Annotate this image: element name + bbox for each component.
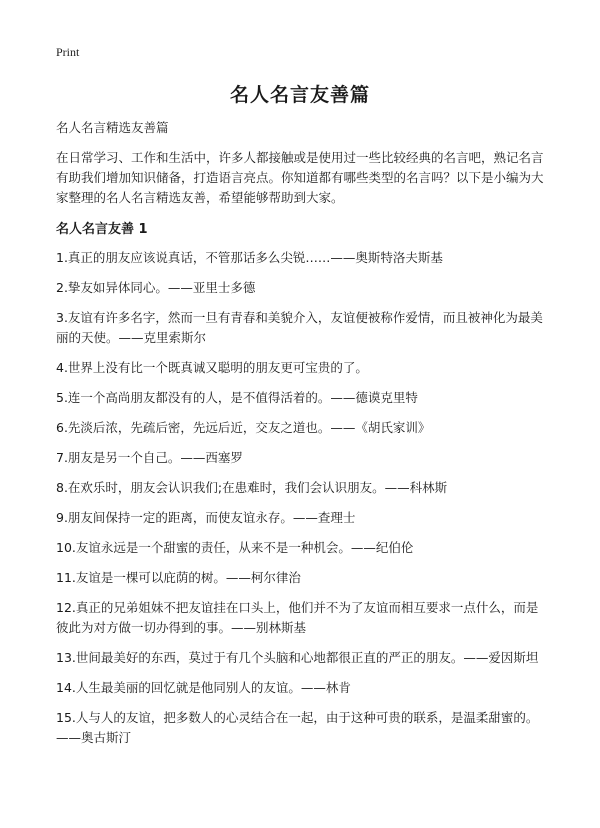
- quote-item: 2.挚友如异体同心。——亚里士多德: [56, 280, 256, 295]
- quote-item: 15.人与人的友谊，把多数人的心灵结合在一起，由于这种可贵的联系，是温柔甜蜜的。——奥古斯汀: [56, 710, 539, 745]
- quote-item: 5.连一个高尚朋友都没有的人，是不值得活着的。——德谟克里特: [56, 390, 418, 405]
- quote-item: 14.人生最美丽的回忆就是他同别人的友谊。——林肯: [56, 680, 351, 695]
- quote-item: 1.真正的朋友应该说真话，不管那话多么尖锐……——奥斯特洛夫斯基: [56, 250, 443, 265]
- quote-item: 6.先淡后浓，先疏后密，先远后近，交友之道也。——《胡氏家训》: [56, 420, 431, 435]
- quote-item: 9.朋友间保持一定的距离，而使友谊永存。——查理士: [56, 510, 356, 525]
- quote-item: 4.世界上没有比一个既真诚又聪明的朋友更可宝贵的了。: [56, 360, 368, 375]
- quote-item: 3.友谊有许多名字，然而一旦有青春和美貌介入，友谊便被称作爱情，而且被神化为最美丽的天使。——克里索斯尔: [56, 310, 543, 345]
- quote-item: 8.在欢乐时，朋友会认识我们;在患难时，我们会认识朋友。——科林斯: [56, 480, 448, 495]
- print-link[interactable]: Print: [56, 45, 80, 59]
- section-heading: 名人名言友善 1: [56, 222, 148, 237]
- article-subtitle: 名人名言精选友善篇: [56, 120, 169, 135]
- intro-paragraph: 在日常学习、工作和生活中，许多人都接触或是使用过一些比较经典的名言吧，熟记名言有助我们增加知识储备，打造语言亮点。你知道都有哪些类型的名言吗？以下是小编为大家整理的名人名言精选友善，希望能够帮助到大家。: [56, 150, 544, 205]
- page-title: 名人名言友善篇: [229, 84, 370, 106]
- quote-item: 12.真正的兄弟姐妹不把友谊挂在口头上，他们并不为了友谊而相互要求一点什么，而是彼此为对方做一切办得到的事。——别林斯基: [56, 600, 539, 635]
- quote-item: 11.友谊是一棵可以庇荫的树。——柯尔律治: [56, 570, 301, 585]
- quote-item: 13.世间最美好的东西，莫过于有几个头脑和心地都很正直的严正的朋友。——爱因斯坦: [56, 650, 539, 665]
- quote-item: 7.朋友是另一个自己。——西塞罗: [56, 450, 243, 465]
- article-body: [56, 118, 550, 758]
- quote-item: 10.友谊永远是一个甜蜜的责任，从来不是一种机会。——纪伯伦: [56, 540, 414, 555]
